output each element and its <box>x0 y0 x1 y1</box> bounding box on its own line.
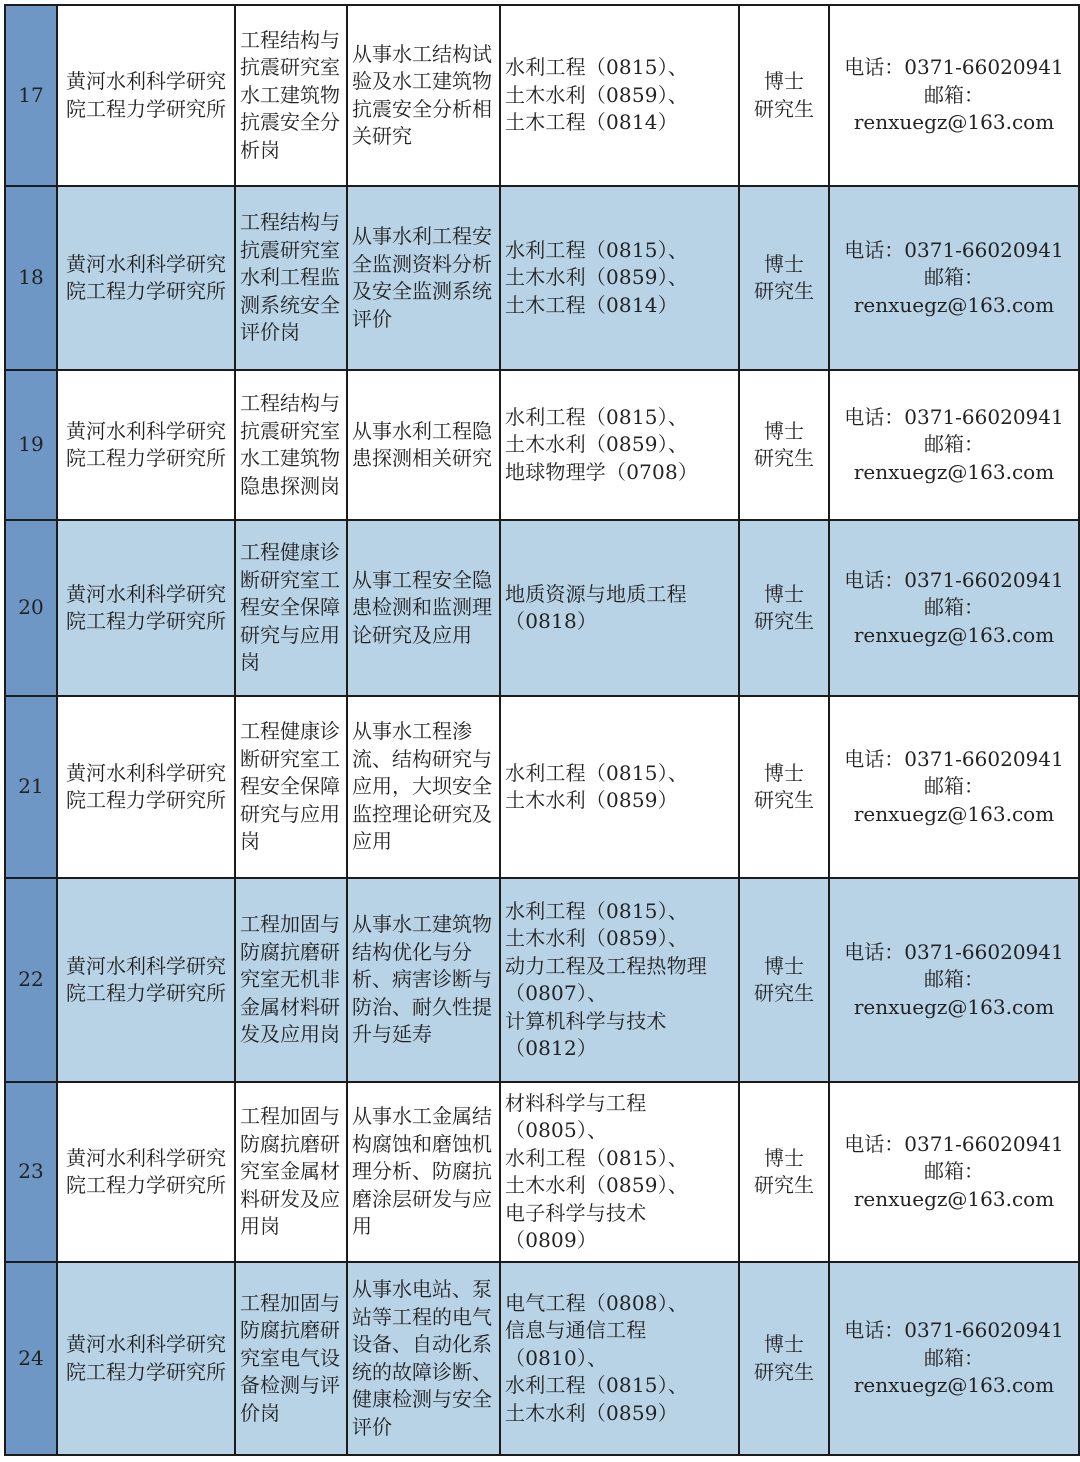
contact-info <box>829 370 1079 520</box>
major-line: 土木水利（0859）、 <box>505 82 689 107</box>
email-address: renxuegz@163.com <box>853 801 1055 826</box>
phone-number: 电话：0371-66020941 <box>844 1318 1064 1343</box>
degree-line: 研究生 <box>754 279 814 303</box>
position-name: 工程加固与防腐抗磨研究室无机非金属材料研发及应用岗 <box>235 878 347 1082</box>
major-line: 地球物理学（0708） <box>505 459 699 484</box>
major-line: （0818） <box>505 609 598 633</box>
position-name: 工程结构与抗震研究室水利工程监测系统安全评价岗 <box>235 186 347 370</box>
phone-number: 电话：0371-66020941 <box>844 567 1064 592</box>
table-row <box>5 5 1079 186</box>
row-number: 24 <box>5 1262 57 1455</box>
major-line: （0809） <box>505 1228 598 1252</box>
degree-line: 博士 <box>764 760 804 785</box>
major-line: 土木水利（0859）、 <box>505 1173 689 1197</box>
table-body <box>5 5 1079 1455</box>
degree-line: 博士 <box>764 953 804 978</box>
required-majors <box>500 1082 739 1262</box>
degree-line: 博士 <box>764 1332 804 1356</box>
contact-info <box>829 878 1079 1082</box>
major-line: 电子科学与技术 <box>505 1200 647 1225</box>
email-address: renxuegz@163.com <box>853 1186 1055 1211</box>
required-majors <box>500 878 739 1082</box>
major-line: 信息与通信工程 <box>505 1318 647 1343</box>
phone-number: 电话：0371-66020941 <box>844 55 1064 80</box>
major-line: 材料科学与工程 <box>505 1090 647 1115</box>
major-line: 水利工程（0815）、 <box>505 760 689 785</box>
employer-unit: 黄河水利科学研究院工程力学研究所 <box>57 1262 235 1455</box>
row-number: 23 <box>5 1082 57 1262</box>
degree-line: 研究生 <box>754 1359 814 1384</box>
degree-line: 博士 <box>764 581 804 606</box>
major-line: 水利工程（0815）、 <box>505 898 689 923</box>
major-line: 水利工程（0815）、 <box>505 55 689 80</box>
email-address: renxuegz@163.com <box>853 994 1055 1019</box>
position-name: 工程健康诊断研究室工程安全保障研究与应用岗 <box>235 696 347 878</box>
email-label: 邮箱： <box>924 967 984 992</box>
education-requirement <box>739 370 829 520</box>
major-line: 地质资源与地质工程 <box>505 581 687 606</box>
major-line: 土木水利（0859） <box>505 788 678 812</box>
row-number: 18 <box>5 186 57 370</box>
major-line: （0805）、 <box>505 1118 608 1142</box>
required-majors <box>500 696 739 878</box>
job-duties: 从事水利工程安全监测资料分析及安全监测系统评价 <box>347 186 500 370</box>
contact-info <box>829 5 1079 186</box>
required-majors <box>500 370 739 520</box>
major-line: 土木水利（0859）、 <box>505 265 689 290</box>
phone-number: 电话：0371-66020941 <box>844 237 1064 262</box>
job-duties: 从事工程安全隐患检测和监测理论研究及应用 <box>347 520 500 696</box>
degree-line: 研究生 <box>754 96 814 121</box>
email-label: 邮箱： <box>924 774 984 799</box>
phone-number: 电话：0371-66020941 <box>844 1131 1064 1156</box>
row-number: 21 <box>5 696 57 878</box>
employer-unit: 黄河水利科学研究院工程力学研究所 <box>57 5 235 186</box>
degree-line: 博士 <box>764 251 804 276</box>
major-line: 水利工程（0815）、 <box>505 404 689 429</box>
table-row <box>5 878 1079 1082</box>
employer-unit: 黄河水利科学研究院工程力学研究所 <box>57 520 235 696</box>
employer-unit: 黄河水利科学研究院工程力学研究所 <box>57 696 235 878</box>
job-duties: 从事水工结构试验及水工建筑物抗震安全分析相关研究 <box>347 5 500 186</box>
employer-unit: 黄河水利科学研究院工程力学研究所 <box>57 370 235 520</box>
major-line: （0807）、 <box>505 981 608 1005</box>
degree-line: 博士 <box>764 69 804 93</box>
major-line: （0810）、 <box>505 1345 608 1370</box>
major-line: 动力工程及工程热物理 <box>505 953 707 978</box>
phone-number: 电话：0371-66020941 <box>844 939 1064 964</box>
employer-unit: 黄河水利科学研究院工程力学研究所 <box>57 878 235 1082</box>
education-requirement <box>739 520 829 696</box>
required-majors <box>500 1262 739 1455</box>
contact-info <box>829 1082 1079 1262</box>
degree-line: 博士 <box>764 1145 804 1170</box>
job-duties: 从事水工金属结构腐蚀和磨蚀机理分析、防腐抗磨涂层研发与应用 <box>347 1082 500 1262</box>
row-number: 20 <box>5 520 57 696</box>
position-name: 工程健康诊断研究室工程安全保障研究与应用岗 <box>235 520 347 696</box>
degree-line: 研究生 <box>754 1173 814 1197</box>
email-address: renxuegz@163.com <box>853 459 1055 484</box>
phone-number: 电话：0371-66020941 <box>844 746 1064 771</box>
degree-line: 研究生 <box>754 609 814 633</box>
recruitment-table <box>4 4 1080 1456</box>
row-number: 19 <box>5 370 57 520</box>
position-name: 工程加固与防腐抗磨研究室金属材料研发及应用岗 <box>235 1082 347 1262</box>
employer-unit: 黄河水利科学研究院工程力学研究所 <box>57 186 235 370</box>
position-name: 工程结构与抗震研究室水工建筑物隐患探测岗 <box>235 370 347 520</box>
email-label: 邮箱： <box>924 1159 984 1184</box>
major-line: 计算机科学与技术 <box>505 1008 667 1033</box>
major-line: 水利工程（0815）、 <box>505 237 689 262</box>
employer-unit: 黄河水利科学研究院工程力学研究所 <box>57 1082 235 1262</box>
contact-info <box>829 1262 1079 1455</box>
major-line: 土木工程（0814） <box>505 110 678 135</box>
position-name: 工程结构与抗震研究室水工建筑物抗震安全分析岗 <box>235 5 347 186</box>
table-row <box>5 520 1079 696</box>
email-label: 邮箱： <box>924 595 984 620</box>
email-address: renxuegz@163.com <box>853 110 1055 135</box>
email-label: 邮箱： <box>924 1345 984 1370</box>
email-address: renxuegz@163.com <box>853 292 1055 317</box>
major-line: 土木水利（0859）、 <box>505 432 689 457</box>
table-row <box>5 1262 1079 1455</box>
education-requirement <box>739 878 829 1082</box>
major-line: 水利工程（0815）、 <box>505 1373 689 1398</box>
degree-line: 研究生 <box>754 788 814 812</box>
education-requirement <box>739 1262 829 1455</box>
education-requirement <box>739 5 829 186</box>
major-line: 土木水利（0859） <box>505 1400 678 1425</box>
education-requirement <box>739 696 829 878</box>
row-number: 22 <box>5 878 57 1082</box>
required-majors <box>500 5 739 186</box>
contact-info <box>829 186 1079 370</box>
email-label: 邮箱： <box>924 82 984 107</box>
contact-info <box>829 520 1079 696</box>
email-label: 邮箱： <box>924 265 984 290</box>
education-requirement <box>739 186 829 370</box>
phone-number: 电话：0371-66020941 <box>844 404 1064 429</box>
position-name: 工程加固与防腐抗磨研究室电气设备检测与评价岗 <box>235 1262 347 1455</box>
major-line: 土木水利（0859）、 <box>505 926 689 950</box>
job-duties: 从事水工程渗流、结构研究与应用，大坝安全监控理论研究及应用 <box>347 696 500 878</box>
required-majors <box>500 186 739 370</box>
degree-line: 研究生 <box>754 981 814 1005</box>
email-address: renxuegz@163.com <box>853 622 1055 647</box>
major-line: （0812） <box>505 1036 598 1060</box>
table-row <box>5 186 1079 370</box>
table-row <box>5 1082 1079 1262</box>
major-line: 电气工程（0808）、 <box>505 1290 689 1315</box>
table-row <box>5 696 1079 878</box>
major-line: 水利工程（0815）、 <box>505 1145 689 1170</box>
job-duties: 从事水工建筑物结构优化与分析、病害诊断与防治、耐久性提升与延寿 <box>347 878 500 1082</box>
degree-line: 博士 <box>764 418 804 443</box>
education-requirement <box>739 1082 829 1262</box>
table-row <box>5 370 1079 520</box>
job-duties: 从事水电站、泵站等工程的电气设备、自动化系统的故障诊断、健康检测与安全评价 <box>347 1262 500 1455</box>
job-duties: 从事水利工程隐患探测相关研究 <box>347 370 500 520</box>
email-label: 邮箱： <box>924 432 984 457</box>
major-line: 土木工程（0814） <box>505 292 678 317</box>
contact-info <box>829 696 1079 878</box>
degree-line: 研究生 <box>754 446 814 470</box>
email-address: renxuegz@163.com <box>853 1373 1055 1398</box>
row-number: 17 <box>5 5 57 186</box>
required-majors <box>500 520 739 696</box>
